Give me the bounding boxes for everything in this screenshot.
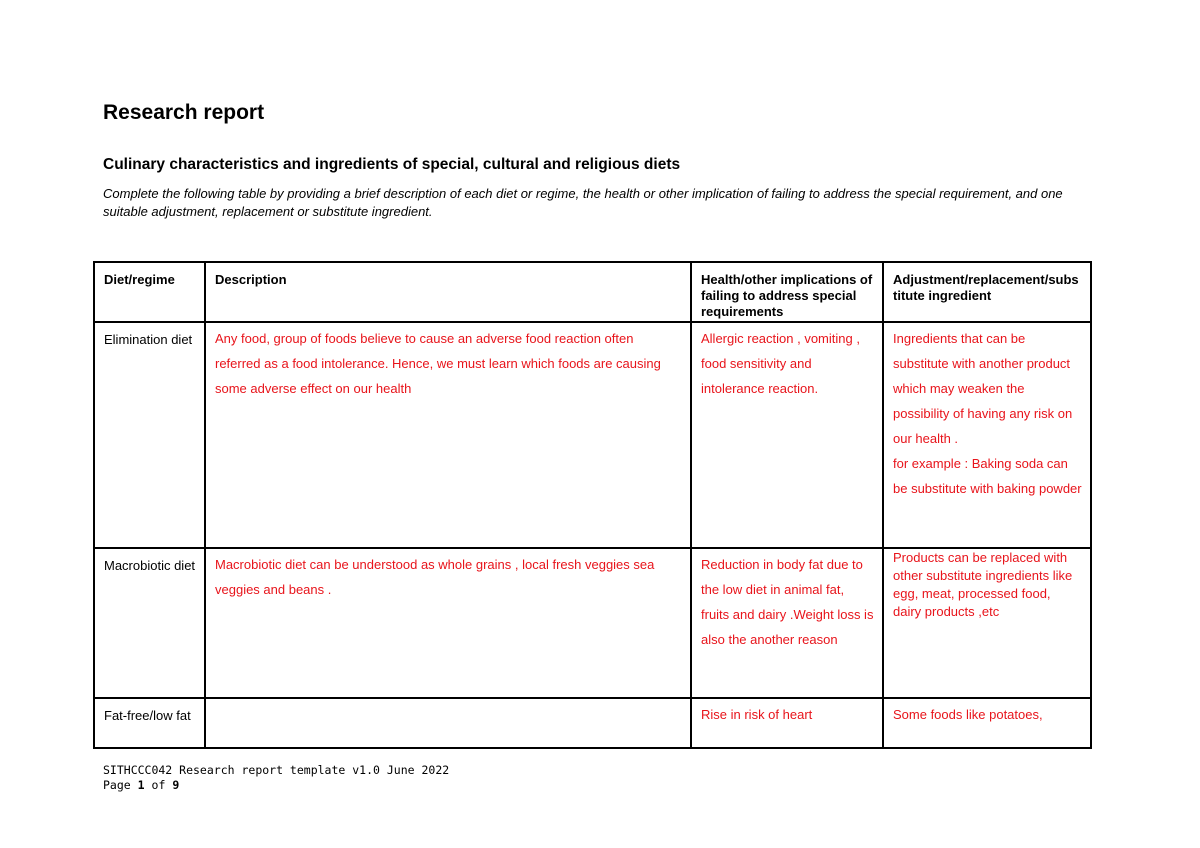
cell-description: Macrobiotic diet can be understood as whole grains , local fresh veggies sea veggies and beans . — [205, 548, 691, 698]
page-title: Research report — [103, 101, 265, 124]
column-header-adjustment: Adjustment/replacement/substitute ingredient — [883, 262, 1091, 322]
table-header-row — [94, 262, 1091, 322]
column-header-implications: Health/other implications of failing to address special requirements — [691, 262, 883, 322]
footer-template-label: SITHCCC042 Research report template v1.0 June 2022 — [103, 763, 450, 777]
page-number: Page 1 of 9 — [103, 778, 180, 792]
cell-implications: Rise in risk of heart — [691, 698, 883, 748]
table-row — [94, 548, 1091, 698]
cell-implications: Reduction in body fat due to the low diet in animal fat, fruits and dairy .Weight loss is also the another reason — [691, 548, 883, 698]
column-header-diet: Diet/regime — [94, 262, 205, 322]
cell-adjustment: Products can be replaced with other substitute ingredients like egg, meat, processed food, dairy products ,etc — [883, 548, 1091, 698]
cell-diet: Elimination diet — [94, 322, 205, 548]
cell-diet: Fat-free/low fat — [94, 698, 205, 748]
cell-description: Any food, group of foods believe to cause an adverse food reaction often referred as a food intolerance. Hence, we must learn which foods are causing some adverse effect on our health — [205, 322, 691, 548]
cell-implications: Allergic reaction , vomiting , food sensitivity and intolerance reaction. — [691, 322, 883, 548]
adjustment-text: Ingredients that can be substitute with another product which may weaken the possibility of having any risk on our health . — [893, 331, 1073, 446]
cell-adjustment — [883, 322, 1091, 548]
section-subtitle: Culinary characteristics and ingredients of special, cultural and religious diets — [103, 156, 681, 173]
instructions-text: Complete the following table by providing a brief description of each diet or regime, the health or other implication of failing to address the special requirement, and one suitable adjustment, replacement or substitute ingredient. — [103, 186, 1063, 219]
diet-table — [93, 261, 1092, 749]
table-row — [94, 698, 1091, 748]
page-footer — [103, 763, 449, 793]
column-header-description: Description — [205, 262, 691, 322]
cell-adjustment: Some foods like potatoes, — [883, 698, 1091, 748]
adjustment-example: for example : Baking soda can be substitute with baking powder — [893, 456, 1082, 496]
cell-description — [205, 698, 691, 748]
table-row — [94, 322, 1091, 548]
cell-diet: Macrobiotic diet — [94, 548, 205, 698]
